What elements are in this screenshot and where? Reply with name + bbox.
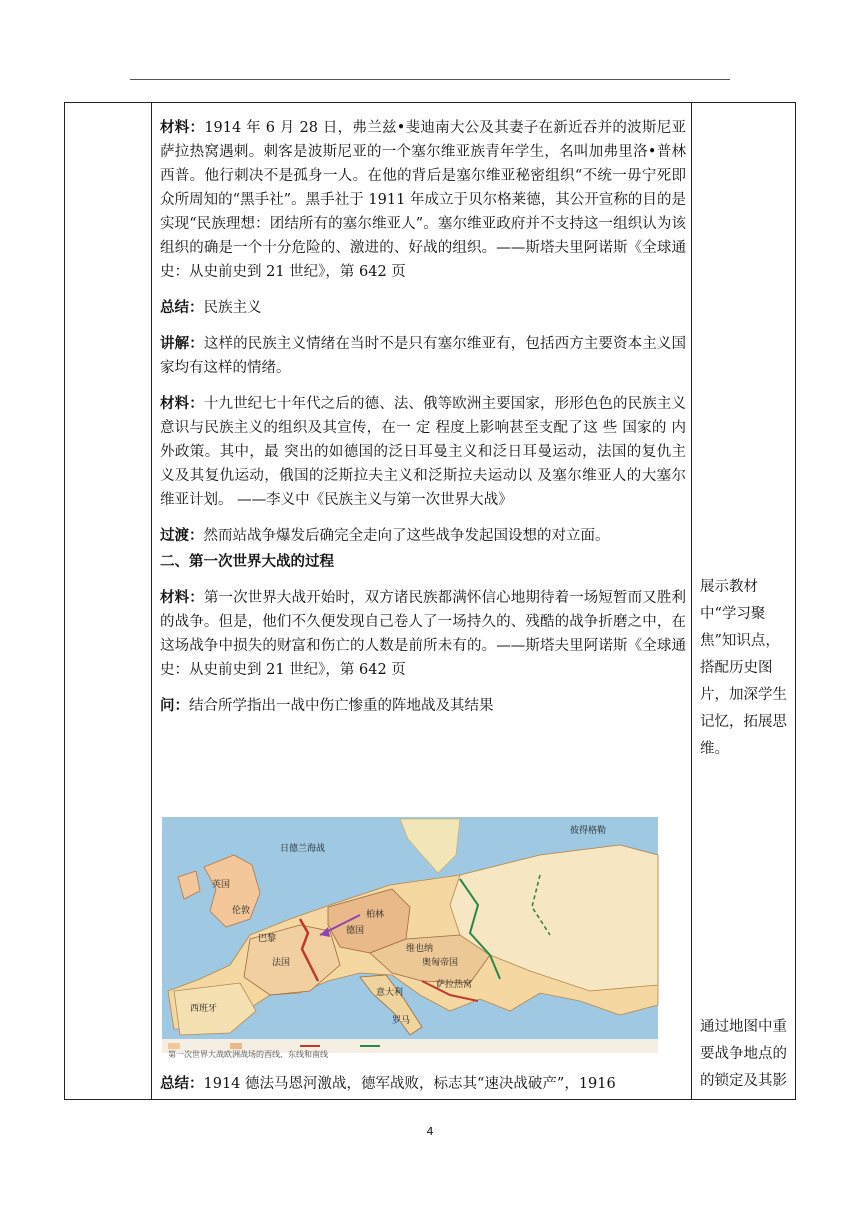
- europe-ww1-map: [160, 815, 660, 1055]
- column-divider-left: [151, 103, 152, 1099]
- side-note-2: 通过地图中重要战争地点的的锁定及其影: [700, 1019, 787, 1089]
- map-label-spain: 西班牙: [190, 1004, 218, 1014]
- page-number: 4: [426, 1125, 434, 1138]
- map-label-england: 英国: [212, 880, 231, 890]
- main-column: [160, 116, 686, 730]
- transition-paragraph: 过渡：然而站战争爆发后确完全走向了这些战争发起国设想的对立面。: [160, 527, 610, 544]
- map-label-italy: 意大利: [376, 988, 404, 998]
- material-paragraph-1: 材料：1914 年 6 月 28 日，弗兰兹•斐迪南大公及其妻子在新近吞并的波斯尼亚萨拉热窝遇刺。刺客是波斯尼亚的一个塞尔维亚族青年学生，名叫加弗里洛•普林西普。他行刺决不是孤身一人。在他的背后是塞尔维亚秘密组织“不统一毋宁死即众所周知的“黑手社”。黑手社于 1911 年成立于贝尔格莱德，其公开宣称的目的是实现“民族理想：团结所有的塞尔维亚人”。塞尔维亚政府并不支持这一组织认为该组织的确是一个十分危险的、激进的、好战的组织。——斯塔夫里阿诺斯《全球通史：从史前史到 21 世纪》，第 642 页: [160, 119, 686, 280]
- section-heading: 二、第一次世界大战的过程: [160, 553, 334, 570]
- map-label-petrograd: 彼得格勒: [570, 826, 607, 836]
- summary-paragraph-1: 总结：民族主义: [160, 299, 262, 316]
- map-label-vienna: 维也纳: [406, 944, 434, 954]
- map-label-austria: 奥匈帝国: [422, 958, 459, 968]
- map-label-london: 伦敦: [232, 906, 251, 916]
- column-divider-right: [691, 103, 692, 1099]
- side-note-1: 展示教材中“学习聚焦”知识点，搭配历史图片，加深学生记忆，拓展思维。: [700, 579, 787, 757]
- question-paragraph: 问：结合所学指出一战中伤亡惨重的阵地战及其结果: [160, 697, 494, 714]
- lecture-paragraph: 讲解：这样的民族主义情绪在当时不是只有塞尔维亚有，包括西方主要资本主义国家均有这样的情绪。: [160, 335, 686, 376]
- map-label-sarajevo: 萨拉热窝: [436, 980, 473, 990]
- summary-paragraph-2: 总结：1914 德法马恩河激战，德军战败，标志其“速决战破产”，1916: [160, 1075, 616, 1092]
- map-label-paris: 巴黎: [258, 934, 277, 944]
- map-label-germany: 德国: [346, 926, 365, 936]
- map-label-rome: 罗马: [392, 1016, 411, 1026]
- map-label-berlin: 柏林: [366, 910, 385, 920]
- map-label-jutland: 日德兰海战: [280, 844, 326, 854]
- map-label-france: 法国: [272, 958, 291, 968]
- header-rule: [130, 79, 730, 80]
- material-paragraph-2: 材料：十九世纪七十年代之后的德、法、俄等欧洲主要国家，形形色色的民族主义意识与民族主义的组织及其宣传，在一 定 程度上影响甚至支配了这 些 国家的 内外政策。其中，最 突出的如德国的泛日耳曼主义和泛日耳曼运动，法国的复仇主义及其复仇运动，俄国的泛斯拉夫主义和泛斯拉夫运动以 及塞尔维亚人的大塞尔维亚计划。 ——李义中《民族主义与第一次世界大战》: [160, 395, 686, 508]
- map-caption: 第一次世界大战欧洲战场的西线、东线和南线: [168, 1050, 328, 1059]
- material-paragraph-3: 材料：第一次世界大战开始时，双方诸民族都满怀信心地期待着一场短暂而又胜利的战争。但是，他们不久便发现自己卷人了一场持久的、残酷的战争折磨之中，在这场战争中损失的财富和伤亡的人数是前所未有的。——斯塔夫里阿诺斯《全球通史：从史前史到 21 世纪》，第 642 页: [160, 589, 686, 678]
